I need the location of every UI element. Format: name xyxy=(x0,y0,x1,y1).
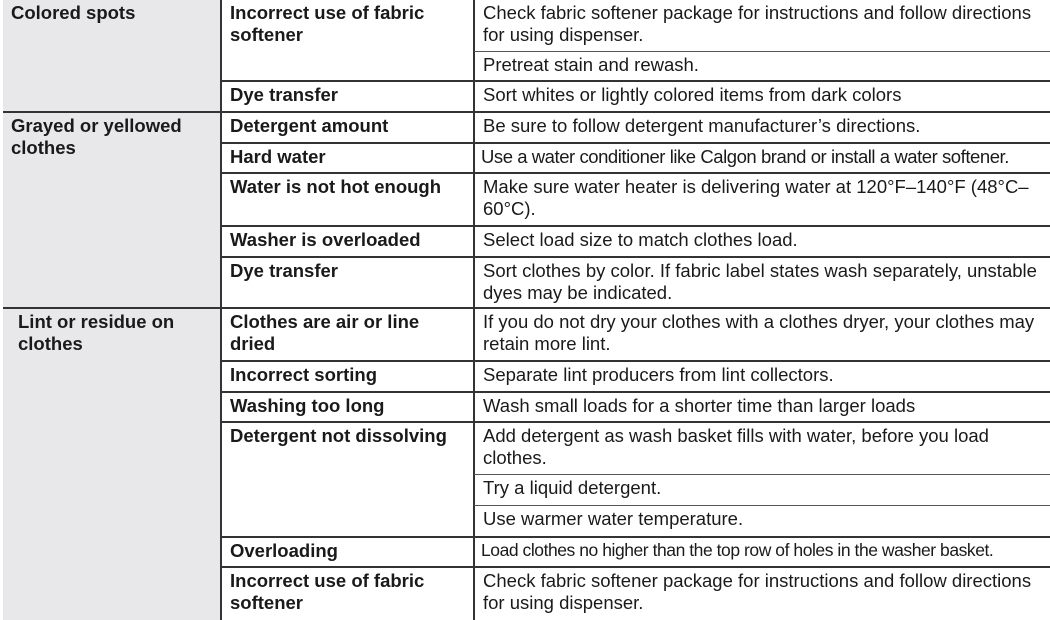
solution-cell: Pretreat stain and rewash. xyxy=(473,51,1050,80)
solution-cell: Be sure to follow detergent manufacturer’s directions. xyxy=(473,111,1050,142)
problem-cell: Grayed or yellowed clothes xyxy=(3,111,220,307)
solution-cell: Check fabric softener package for instructions and follow directions for using dispenser. xyxy=(473,566,1050,620)
solution-cell: Sort whites or lightly colored items from dark colors xyxy=(473,80,1050,111)
cause-cell: Clothes are air or line dried xyxy=(220,307,473,360)
solution-cell: Make sure water heater is delivering water at 120°F–140°F (48°C– 60°C). xyxy=(473,172,1050,225)
solution-cell: Select load size to match clothes load. xyxy=(473,225,1050,256)
solution-cell: Use warmer water temperature. xyxy=(473,505,1050,536)
solution-cell: Add detergent as wash basket fills with water, before you load clothes. xyxy=(473,421,1050,474)
problem-cell: Lint or residue on clothes xyxy=(3,307,220,620)
cause-cell: Water is not hot enough xyxy=(220,172,473,225)
cause-cell: Overloading xyxy=(220,536,473,566)
solution-cell: Separate lint producers from lint collectors. xyxy=(473,360,1050,391)
cause-cell: Dye transfer xyxy=(220,80,473,111)
solution-cell: Check fabric softener package for instructions and follow directions for using dispenser. xyxy=(473,0,1050,51)
cause-cell: Dye transfer xyxy=(220,256,473,307)
cause-cell: Incorrect use of fabric softener xyxy=(220,566,473,620)
solution-cell: Try a liquid detergent. xyxy=(473,474,1050,505)
cause-cell: Detergent amount xyxy=(220,111,473,142)
cause-cell: Washer is overloaded xyxy=(220,225,473,256)
solution-cell: Wash small loads for a shorter time than larger loads xyxy=(473,391,1050,421)
solution-cell: Use a water conditioner like Calgon brand or install a water softener. xyxy=(473,142,1050,172)
cause-cell: Incorrect sorting xyxy=(220,360,473,391)
solution-cell: If you do not dry your clothes with a clothes dryer, your clothes may retain more lint. xyxy=(473,307,1050,360)
solution-cell: Load clothes no higher than the top row of holes in the washer basket. xyxy=(473,536,1050,566)
solution-cell: Sort clothes by color. If fabric label states wash separately, unstable dyes may be indicated. xyxy=(473,256,1050,307)
cause-cell: Hard water xyxy=(220,142,473,172)
cause-cell: Incorrect use of fabric softener xyxy=(220,0,473,80)
cause-cell: Washing too long xyxy=(220,391,473,421)
problem-cell: Colored spots xyxy=(3,0,220,111)
cause-cell: Detergent not dissolving xyxy=(220,421,473,536)
